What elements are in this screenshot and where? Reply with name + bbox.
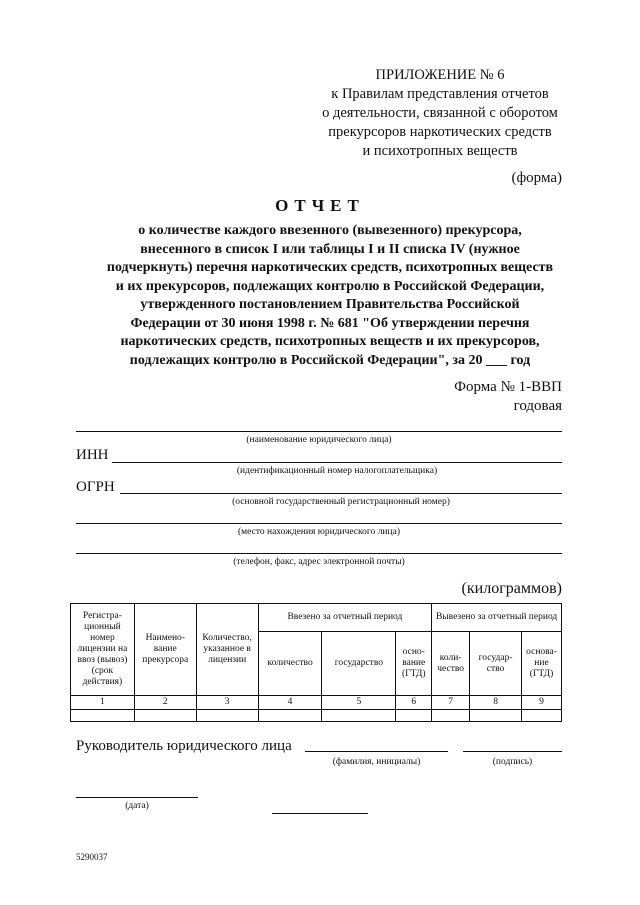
table-cell[interactable]	[396, 710, 432, 722]
contacts-field[interactable]	[76, 553, 562, 554]
appendix-line: к Правилам представления отчетов	[331, 86, 549, 102]
appendix-line: прекурсоров наркотических средств	[328, 124, 552, 140]
header-precursor-name: Наимено-вание прекурсора	[134, 604, 196, 696]
legal-name-caption: (наименование юридического лица)	[246, 435, 392, 445]
subtitle-line: подчеркнуть) перечня наркотических средств, психотропных веществ	[106, 260, 554, 275]
manager-label: Руководитель юридического лица	[76, 738, 292, 754]
ogrn-field[interactable]	[120, 493, 562, 494]
table-cell[interactable]	[71, 710, 135, 722]
manager-name-field[interactable]	[305, 751, 448, 752]
inn-label: ИНН	[76, 447, 109, 463]
header-exported-basis: основа-ние (ГТД)	[522, 632, 562, 696]
header-imported-basis: осно-вание (ГТД)	[396, 632, 432, 696]
inn-caption: (идентификационный номер налогоплательщика)	[236, 466, 438, 476]
form-number-period: годовая	[513, 398, 562, 414]
column-number: 5	[322, 696, 396, 710]
table-cell[interactable]	[196, 710, 258, 722]
document-code: 5290037	[76, 852, 108, 862]
name-caption: (фамилия, инициалы)	[332, 757, 421, 767]
legal-name-field[interactable]	[76, 431, 562, 432]
stamp-line	[272, 813, 368, 814]
inn-field[interactable]	[112, 462, 562, 463]
header-licensed-quantity: Количество, указанное в лицензии	[196, 604, 258, 696]
header-license-number: Регистра-ционный номер лицензии на ввоз (вывоз) (срок действия)	[71, 604, 135, 696]
column-number: 4	[258, 696, 322, 710]
table-row	[71, 710, 562, 722]
appendix-line: ПРИЛОЖЕНИЕ № 6	[375, 67, 505, 83]
document-subtitle	[60, 222, 600, 370]
table-cell[interactable]	[432, 710, 470, 722]
column-number: 1	[71, 696, 135, 710]
form-number-code: Форма № 1-ВВП	[454, 379, 562, 395]
table-cell[interactable]	[134, 710, 196, 722]
subtitle-line: и их прекурсоров, подлежащих контролю в Российской Федерации,	[115, 278, 545, 294]
column-number: 3	[196, 696, 258, 710]
header-exported-state: государ-ство	[470, 632, 522, 696]
header-imported-group: Ввезено за отчетный период	[258, 604, 432, 632]
date-caption: (дата)	[125, 801, 149, 811]
signature-caption: (подпись)	[492, 757, 533, 767]
table-cell[interactable]	[322, 710, 396, 722]
header-imported-state: государство	[322, 632, 396, 696]
header-exported-group: Вывезено за отчетный период	[432, 604, 562, 632]
header-exported-quantity: коли-чество	[432, 632, 470, 696]
ogrn-caption: (основной государственный регистрационный номер)	[232, 497, 450, 507]
table-cell[interactable]	[470, 710, 522, 722]
column-number: 9	[522, 696, 562, 710]
date-field[interactable]	[76, 797, 198, 798]
subtitle-line: о количестве каждого ввезенного (вывезенного) прекурсора,	[138, 223, 522, 238]
subtitle-line: внесенного в список I или таблицы I и II списка IV (нужное	[140, 241, 520, 257]
appendix-line: о деятельности, связанной с оборотом	[322, 105, 558, 121]
form-label: (форма)	[511, 170, 562, 186]
report-table	[70, 603, 562, 722]
appendix-header	[300, 66, 580, 161]
document-title: ОТЧЕТ	[275, 196, 365, 215]
column-number: 6	[396, 696, 432, 710]
subtitle-line: подлежащих контролю в Российской Федерации", за 20 ___ год	[129, 352, 531, 368]
column-number: 8	[470, 696, 522, 710]
location-caption: (место нахождения юридического лица)	[238, 527, 400, 537]
subtitle-line: Федерации от 30 июня 1998 г. № 681 "Об утверждении перечня	[130, 315, 530, 331]
table-cell[interactable]	[258, 710, 322, 722]
location-field[interactable]	[76, 523, 562, 524]
column-number: 2	[134, 696, 196, 710]
column-number: 7	[432, 696, 470, 710]
subtitle-line: утвержденного постановлением Правительства Российской	[140, 297, 520, 312]
subtitle-line: наркотических средств, психотропных веществ и их прекурсоров,	[120, 334, 540, 349]
units-label: (килограммов)	[461, 580, 562, 597]
appendix-line: и психотропных веществ	[362, 143, 518, 159]
manager-signature-field[interactable]	[463, 751, 562, 752]
header-imported-quantity: количество	[258, 632, 322, 696]
ogrn-label: ОГРН	[76, 479, 115, 495]
table-cell[interactable]	[522, 710, 562, 722]
form-number	[454, 378, 562, 416]
contacts-caption: (телефон, факс, адрес электронной почты)	[233, 557, 405, 567]
